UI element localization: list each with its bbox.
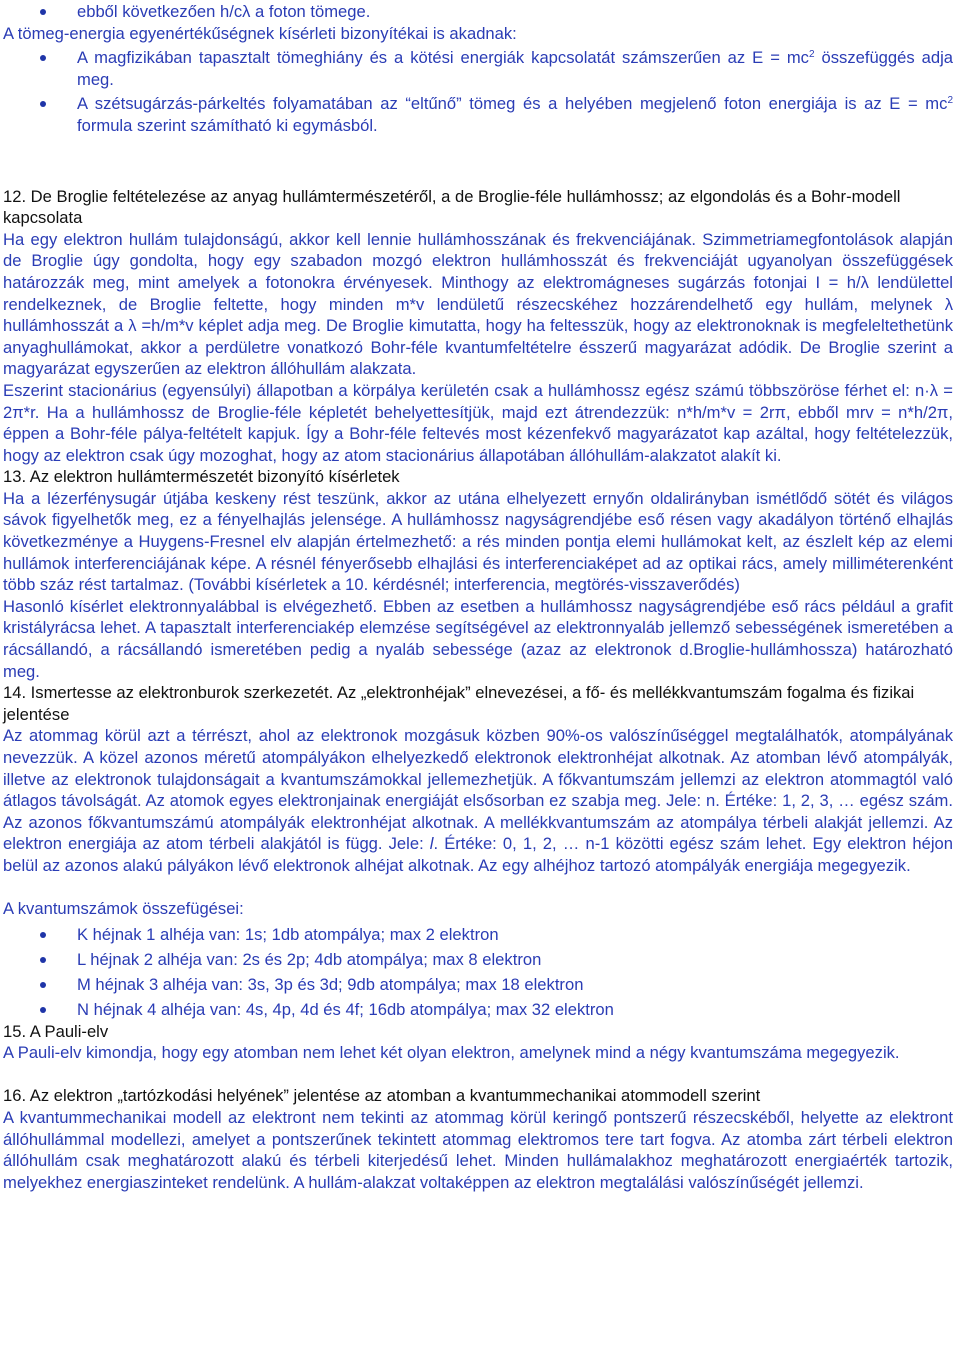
intro-lead: A tömeg-energia egyenértékűségnek kísérleti bizonyítékai is akadnak: <box>3 23 517 43</box>
section-15-heading: 15. A Pauli-elv <box>3 1021 109 1041</box>
list-item <box>3 974 953 996</box>
list-item <box>3 1 953 23</box>
section-13-paragraph-1: Ha a lézerfénysugár útjába keskeny rést teszünk, akkor az utána elhelyezett ernyőn oldalirányban ismétlődő sötét és világos sávok figyelhetők meg, ez a fényelhajlás jelensége. A hullámhossz nagyságrendjébe eső résen vagy akadályon történő elhajlás következménye a Huygens-Fresnel elv alapján értelmezhető: a rés minden pontja elemi hullámokat kelt, az észlelt kép az elemi hullámok interferenciájának képe. A résnél fényerősebb elhajlási és interferenciaképet ad az optikai rács, amely milliméterenként több száz rést tartalmaz. (További kísérletek a 10. kérdésnél; interferencia, megtörés-visszaverődés) <box>3 488 953 595</box>
section-14-text-a: Az atommag körül azt a térrészt, ahol az elektronok mozgásuk közben 90%-os valószínűséggel megtalálhatók, atompályának nevezzük. A közel azonos méretű atompályákon elhelyezkedő elektronok elektronhéjat alkotnak. Az atomban lévő atompályák, illetve az elektronok tulajdonságait a kvantumszámokkal jellemezhetjük. A főkvantumszám jellemzi az elektron atommagtól való átlagos távolságát. Az atomok egyes elektronjainak energiáját elsősorban ez szabja meg. Jele: n. Értéke: 1, 2, 3, … egész szám. Az azonos főkvantumszámú atompályák elektronhéjat alkotnak. A mellékkvantumszám az atompálya térbeli alakját jellemzi. Az elektron energiája az atom térbeli alakjától is függ. Jele: <box>3 726 953 854</box>
section-12-heading: 12. De Broglie feltételezése az anyag hullámtermészetéről, a de Broglie-féle hullámhossz; az elgondolás és a Bohr-modell kapcsolata <box>3 186 901 228</box>
section-14-paragraph-1 <box>3 725 953 876</box>
section-15-paragraph-1: A Pauli-elv kimondja, hogy egy atomban nem lehet két olyan elektron, amelynek mind a négy kvantumszáma megegyezik. <box>3 1043 900 1063</box>
section-14-heading: 14. Ismertesse az elektronburok szerkezetét. Az „elektronhéjak” elnevezései, a fő- és mellékkvantumszám fogalma és fizikai jelentése <box>3 683 915 724</box>
section-13-paragraph-2: Hasonló kísérlet elektronnyalábbal is elvégezhető. Ebben az esetben a hullámhossz nagyságrendjébe eső rács például a grafit kristályrácsa lehet. A tapasztalt interferenciakép elemzése segítségével az elektronnyaláb jellemző sebességének ismeretében a rácsállandó, a rácsállandó ismeretében pedig a nyaláb sebessége (azaz az elektronok d.Broglie-hullámhossza) határozható meg. <box>3 596 953 681</box>
section-16-heading: 16. Az elektron „tartózkodási helyének” jelentése az atomban a kvantummechanikai atommodell szerint <box>3 1086 761 1106</box>
shell-l: L héjnak 2 alhéja van: 2s és 2p; 4db atompálya; max 8 elektron <box>77 949 542 969</box>
section-12-paragraph-2: Eszerint stacionárius (egyensúlyi) állapotban a körpálya kerületén csak a hullámhossz egész számú többszöröse férhet el: n·λ = 2π*r. Ha a hullámhossz de Broglie-féle képletét behelyettesítjük, majd ezt átrendezzük: n*h/m*v = 2rπ, ebből mrv = n*h/2π, éppen a Bohr-féle pálya-feltételt kapjuk. Így a Bohr-féle feltevés most kézenfekvő magyarázatot kap azáltal, hogy feltételezzük, hogy az elektron csak úgy mozoghat, hogy az atom stacionárius állapotában állóhullám-alakzatot alakít ki. <box>3 380 953 465</box>
shell-list <box>3 924 953 1021</box>
quantum-list-title: A kvantumszámok összefügései: <box>3 899 244 919</box>
evidence-text-1b: összefüggés adja meg. <box>77 48 953 89</box>
shell-k: K héjnak 1 alhéja van: 1s; 1db atompálya; max 2 elektron <box>77 924 499 944</box>
section-12-paragraph-1: Ha egy elektron hullám tulajdonságú, akkor kell lennie hullámhosszának és frekvenciájának. Szimmetriamegfontolások alapján de Broglie úgy gondolta, hogy egy szabadon mozgó elektron hullámhosszát és frekvenciáját ugyanolyan összefüggések határozzák meg, mint amelyek a fotonokra érvényesek. Minthogy az elektromágneses sugárzás fotonjai I = h/λ lendülettel rendelkeznek, de Broglie feltette, hogy minden m*v lendületű részecskéhez hozzárendelhető egy hullám, melynek λ hullámhosszát a λ =h/m*v képlet adja meg. De Broglie kimutatta, hogy ha feltesszük, hogy az elektronoknak is megfeleltethetünk anyaghullámokat, akkor a perdületre vonatkozó Bohr-féle kvantumfeltételre ésszerű magyarázat adódik. De Broglie szerint a magyarázat egyszerűen az elektron állóhullám alakzata. <box>3 229 953 379</box>
superscript: 2 <box>947 95 953 107</box>
shell-m: M héjnak 3 alhéja van: 3s, 3p és 3d; 9db atompálya; max 18 elektron <box>77 974 584 994</box>
list-item <box>3 949 953 971</box>
evidence-text-1a: A magfizikában tapasztalt tömeghiány és a kötési energiák kapcsolatát számszerűen az E = mc <box>77 48 809 68</box>
superscript: 2 <box>808 49 815 61</box>
list-item <box>3 93 953 136</box>
list-item-text: ebből következően h/cλ a foton tömege. <box>77 2 371 21</box>
list-item <box>3 924 953 946</box>
list-item <box>3 999 953 1021</box>
evidence-text-2a: A szétsugárzás-párkeltés folyamatában az “eltűnő” tömeg és a helyében megjelenő foton energiája is az E = mc <box>77 94 948 114</box>
section-13-heading: 13. Az elektron hullámtermészetét bizonyító kísérletek <box>3 467 400 487</box>
section-14-italic-l: l <box>429 834 434 854</box>
intro-evidence-list <box>3 47 953 136</box>
document-page <box>3 0 953 1193</box>
section-14-text-b: . Értéke: 0, 1, 2, … n-1 közötti egész szám lehet. Egy elektron héjon belül az azonos alakú pályákon lévő elektronok alhéjat alkotnak. Az egy alhéjhoz tartozó atompályák energiája megegyezik. <box>3 834 953 875</box>
shell-n: N héjnak 4 alhéja van: 4s, 4p, 4d és 4f; 16db atompálya; max 32 elektron <box>77 1000 614 1020</box>
list-item <box>3 47 953 90</box>
evidence-text-2b: formula szerint számítható ki egymásból. <box>77 115 378 135</box>
intro-top-list <box>3 1 953 23</box>
section-16-paragraph-1: A kvantummechanikai modell az elektront nem tekinti az atommag körül keringő pontszerű részecskéből, helyette az elektront állóhullámmal modellezi, amelyet a pontszerűnek tekintett atommag elektromos tere tart fogva. Az atomba zárt térbeli elektron állóhullám csak meghatározott alakú és térbeli kiterjedésű lehet. Minden hullámalakhoz meghatározott energiaérték tartozik, melyekhez energiaszinteket rendelünk. A hullám-alakzat voltaképpen az elektron megtalálási valószínűségét jellemzi. <box>3 1108 953 1192</box>
